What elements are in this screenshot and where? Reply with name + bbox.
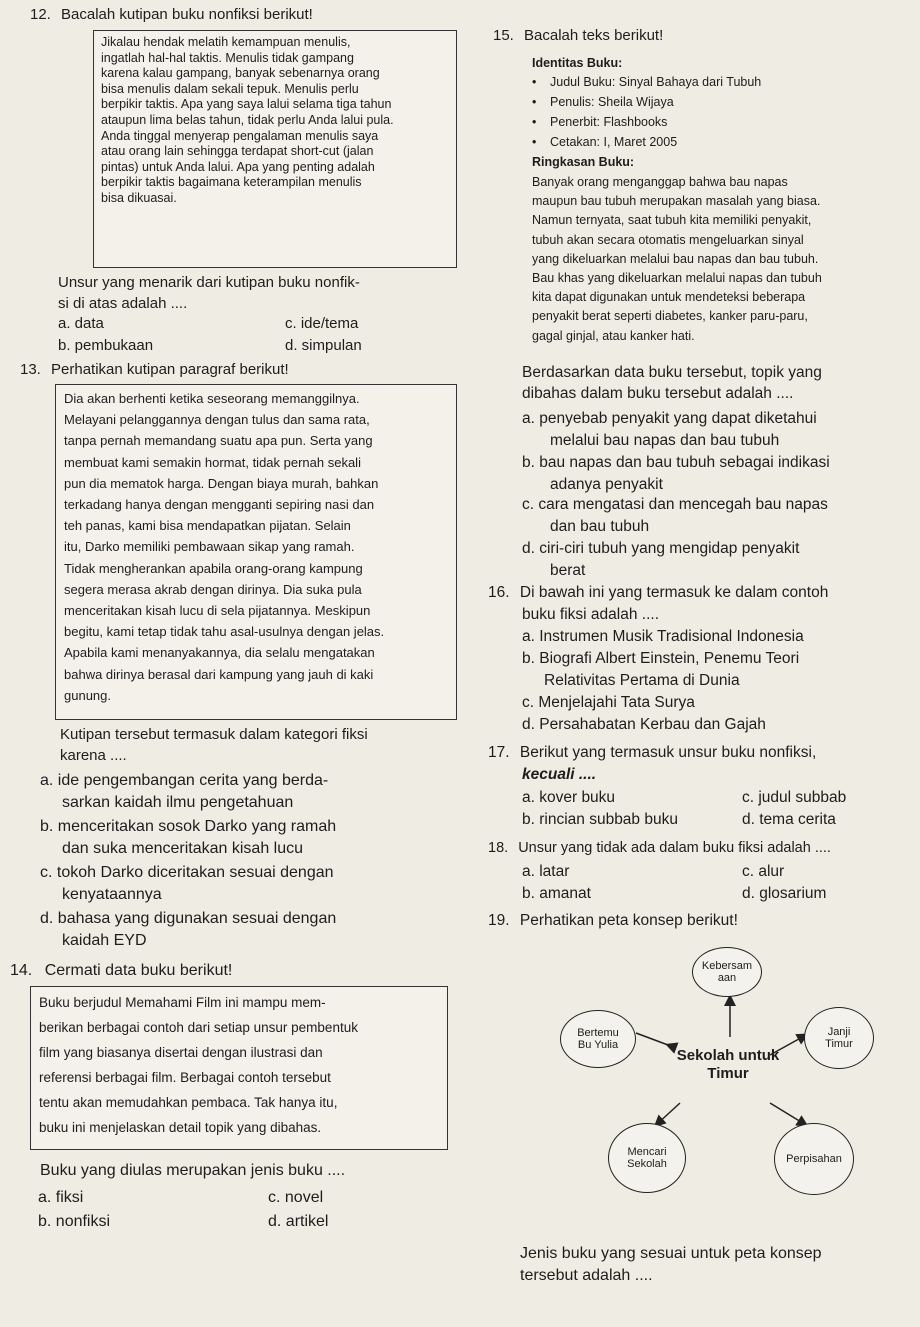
summary-line: Banyak orang menganggap bahwa bau napas bbox=[532, 175, 788, 189]
passage-line: itu, Darko memiliki pembawaan sikap yang ramah. bbox=[64, 539, 355, 555]
q13-heading bbox=[20, 361, 289, 379]
concept-node-mencari-sekolah bbox=[608, 1123, 686, 1193]
option-line: kaidah EYD bbox=[62, 932, 147, 949]
q15-identity-item: • Penerbit: Flashbooks bbox=[550, 113, 667, 131]
q17-option-a[interactable]: a. kover buku bbox=[522, 789, 616, 806]
summary-line: Namun ternyata, saat tubuh kita memiliki penyakit, bbox=[532, 213, 812, 228]
q15-question bbox=[522, 362, 822, 404]
q12-heading bbox=[30, 6, 313, 24]
passage-line: referensi berbagai film. Berbagai contoh tersebut bbox=[39, 1070, 331, 1085]
node-label: Mencari Sekolah bbox=[627, 1146, 667, 1170]
passage-line: begitu, kami tetap tidak tahu asal-usulnya dengan jelas. bbox=[64, 624, 385, 640]
option-line: a. ide pengembangan cerita yang berda- bbox=[40, 772, 329, 789]
passage-line: pun dia mematok harga. Dengan biaya murah, bahkan bbox=[64, 475, 379, 491]
q12-question bbox=[58, 272, 468, 314]
option-line: b. menceritakan sosok Darko yang ramah bbox=[40, 818, 337, 835]
passage-line: atau orang lain sehingga terdapat short-cut (jalan bbox=[101, 144, 374, 159]
option-line: berat bbox=[550, 562, 586, 579]
passage-line: karena kalau gampang, banyak sebenarnya orang bbox=[101, 66, 380, 81]
question-line: kecuali .... bbox=[522, 766, 597, 783]
q17-number: 17. bbox=[488, 744, 510, 761]
arrow-from-bertemu bbox=[636, 1033, 668, 1045]
option-line: c. cara mengatasi dan mencegah bau napas bbox=[522, 496, 828, 513]
option-line: adanya penyakit bbox=[550, 476, 663, 493]
q16-option-b[interactable] bbox=[522, 648, 799, 692]
passage-line: berikan berbagai contoh dari setiap unsur pembentuk bbox=[39, 1020, 358, 1035]
passage-line: film yang biasanya disertai dengan ilustrasi dan bbox=[39, 1045, 323, 1060]
q16-question bbox=[488, 582, 828, 626]
q12-option-d[interactable]: d. simpulan bbox=[285, 337, 362, 354]
option-line: c. Menjelajahi Tata Surya bbox=[522, 694, 695, 711]
question-line: dibahas dalam buku tersebut adalah .... bbox=[522, 385, 794, 402]
q16-option-c[interactable] bbox=[522, 692, 695, 714]
passage-line: Tidak mengherankan apabila orang-orang kampung bbox=[64, 560, 363, 576]
q18-number: 18. bbox=[488, 840, 509, 856]
q18-option-c[interactable]: c. alur bbox=[742, 863, 785, 880]
q13-passage-box bbox=[55, 384, 457, 720]
passage-line: berpikir taktis bagaimana keterampilan menulis bbox=[101, 175, 362, 190]
passage-line: buku ini menjelaskan detail topik yang dibahas. bbox=[39, 1120, 322, 1135]
question-line: karena .... bbox=[60, 747, 127, 764]
passage-line: bisa dikuasai. bbox=[101, 190, 177, 205]
option-line: dan suka menceritakan kisah lucu bbox=[62, 840, 304, 857]
concept-node-bertemu-bu-yulia bbox=[560, 1010, 636, 1068]
q17-option-b[interactable]: b. rincian subbab buku bbox=[522, 811, 678, 828]
q14-prompt: Cermati data buku berikut! bbox=[44, 962, 233, 979]
q14-number: 14. bbox=[10, 962, 33, 979]
q15-identity-item: • Cetakan: I, Maret 2005 bbox=[550, 133, 677, 151]
q18-question bbox=[488, 838, 831, 859]
q15-identity-item: • Judul Buku: Sinyal Bahaya dari Tubuh bbox=[550, 73, 761, 91]
summary-line: kita dapat digunakan untuk mendeteksi beberapa bbox=[532, 290, 806, 305]
option-line: c. tokoh Darko diceritakan sesuai dengan bbox=[40, 864, 334, 881]
passage-line: membuat kami semakin hormat, tidak pernah sekali bbox=[64, 454, 361, 470]
option-line: a. penyebab penyakit yang dapat diketahui bbox=[522, 410, 817, 427]
concept-node-janji-timur bbox=[804, 1007, 874, 1069]
summary-line: gagal ginjal, atau kanker hati. bbox=[532, 328, 695, 343]
passage-line: tanpa pernah memandang suatu apa pun. Serta yang bbox=[64, 433, 373, 449]
passage-line: terkadang hanya dengan mengganti sepiring nasi dan bbox=[64, 497, 375, 513]
q14-option-c[interactable]: c. novel bbox=[268, 1189, 324, 1206]
node-label: Bertemu Bu Yulia bbox=[577, 1027, 619, 1051]
question-line bbox=[488, 742, 816, 764]
q15-heading bbox=[493, 27, 663, 45]
arrow-to-perpisahan bbox=[770, 1103, 806, 1125]
q13-option-b[interactable] bbox=[40, 816, 336, 860]
q15-summary bbox=[532, 173, 917, 346]
option-line: b. bau napas dan bau tubuh sebagai indikasi bbox=[522, 454, 830, 471]
q15-identity-title: Identitas Buku: bbox=[532, 56, 623, 70]
q17-option-c[interactable]: c. judul subbab bbox=[742, 789, 847, 806]
option-line: Relativitas Pertama di Dunia bbox=[544, 672, 740, 689]
passage-line: gunung. bbox=[64, 687, 111, 703]
passage-line: Buku berjudul Memahami Film ini mampu mem- bbox=[39, 995, 326, 1010]
q19-question bbox=[520, 1243, 822, 1287]
option-line: sarkan kaidah ilmu pengetahuan bbox=[62, 794, 294, 811]
q15-number: 15. bbox=[493, 27, 514, 44]
passage-line: bahwa dirinya berasal dari kampung yang jauh di kaki bbox=[64, 666, 374, 682]
q13-prompt: Perhatikan kutipan paragraf berikut! bbox=[51, 361, 289, 378]
q15-option-c[interactable] bbox=[522, 494, 828, 538]
concept-node-perpisahan bbox=[774, 1123, 854, 1195]
q12-passage-box bbox=[93, 30, 457, 268]
passage-line: ataupun lima belas tahun, tidak perlu Anda lalui pula. bbox=[101, 112, 394, 127]
question-text: Di bawah ini yang termasuk ke dalam contoh bbox=[519, 584, 829, 601]
concept-map-center: Sekolah untuk Timur bbox=[676, 1047, 780, 1082]
passage-line: bisa menulis dalam sekali tepuk. Menulis perlu bbox=[101, 81, 359, 96]
question-line: tersebut adalah .... bbox=[520, 1267, 653, 1284]
option-line: kenyataannya bbox=[62, 886, 162, 903]
option-line: d. bahasa yang digunakan sesuai dengan bbox=[40, 910, 337, 927]
question-text: Berikut yang termasuk unsur buku nonfiksi, bbox=[519, 744, 817, 761]
node-label: Kebersamaan bbox=[701, 960, 753, 984]
passage-line: menceritakan kisah lucu di sela pijatannya. Meskipun bbox=[64, 603, 371, 619]
q13-option-a[interactable] bbox=[40, 770, 328, 814]
option-line: a. Instrumen Musik Tradisional Indonesia bbox=[522, 628, 804, 645]
question-line bbox=[488, 582, 828, 604]
question-line: Berdasarkan data buku tersebut, topik yang bbox=[522, 364, 822, 381]
concept-map bbox=[558, 945, 908, 1225]
q19-prompt: Perhatikan peta konsep berikut! bbox=[519, 912, 738, 929]
q15-prompt: Bacalah teks berikut! bbox=[524, 27, 664, 44]
q18-option-a[interactable]: a. latar bbox=[522, 863, 570, 880]
q12-prompt: Bacalah kutipan buku nonfiksi berikut! bbox=[61, 6, 313, 23]
q12-option-c[interactable]: c. ide/tema bbox=[285, 315, 359, 332]
option-line: d. ciri-ciri tubuh yang mengidap penyakit bbox=[522, 540, 800, 557]
q13-question bbox=[60, 724, 465, 766]
option-line: dan bau tubuh bbox=[550, 518, 650, 535]
q15-option-d[interactable] bbox=[522, 538, 799, 582]
passage-line: Apabila kami menanyakannya, dia selalu mengatakan bbox=[64, 645, 375, 661]
q14-heading bbox=[10, 962, 232, 980]
passage-line: teh panas, kami bisa mendapatkan pijatan. Selain bbox=[64, 518, 351, 534]
q15-option-a[interactable] bbox=[522, 408, 817, 452]
passage-line: Jikalau hendak melatih kemampuan menulis, bbox=[101, 35, 351, 49]
q12-option-b[interactable]: b. pembukaan bbox=[58, 337, 154, 354]
summary-line: maupun bau tubuh merupakan masalah yang biasa. bbox=[532, 194, 821, 209]
q19-number: 19. bbox=[488, 912, 510, 929]
q14-passage-box bbox=[30, 986, 448, 1150]
q16-number: 16. bbox=[488, 584, 510, 601]
summary-line: Bau khas yang dikeluarkan melalui napas dan tubuh bbox=[532, 271, 822, 286]
q14-option-b[interactable]: b. nonfiksi bbox=[38, 1213, 111, 1230]
passage-line: Dia akan berhenti ketika seseorang memanggilnya. bbox=[64, 391, 360, 406]
option-line: b. Biografi Albert Einstein, Penemu Teori bbox=[522, 650, 800, 667]
passage-line: Anda tinggal menyerap pengalaman menulis saya bbox=[101, 128, 379, 143]
q14-question: Buku yang diulas merupakan jenis buku .... bbox=[40, 1162, 346, 1179]
question-line: Jenis buku yang sesuai untuk peta konsep bbox=[520, 1245, 822, 1262]
question-text: Unsur yang tidak ada dalam buku fiksi adalah .... bbox=[518, 840, 831, 856]
q15-identity-item: • Penulis: Sheila Wijaya bbox=[550, 93, 674, 111]
q15-option-b[interactable] bbox=[522, 452, 830, 496]
question-line: Kutipan tersebut termasuk dalam kategori fiksi bbox=[60, 726, 368, 743]
summary-line: tubuh akan secara otomatis mengeluarkan sinyal bbox=[532, 232, 804, 247]
passage-line: segera merasa akrab dengan dirinya. Dia suka pula bbox=[64, 581, 362, 597]
q12-number: 12. bbox=[30, 6, 51, 23]
q14-option-d[interactable]: d. artikel bbox=[268, 1213, 329, 1230]
passage-line: ingatlah hal-hal taktis. Menulis tidak gampang bbox=[101, 50, 354, 65]
q19-heading bbox=[488, 912, 738, 930]
q12-option-a[interactable]: a. data bbox=[58, 315, 104, 332]
summary-line: penyakit berat seperti diabetes, kanker paru-paru, bbox=[532, 309, 808, 324]
concept-node-kebersamaan bbox=[692, 947, 762, 997]
q17-question bbox=[488, 742, 816, 786]
summary-line: yang dikeluarkan melalui bau napas dan bau tubuh. bbox=[532, 251, 819, 266]
arrow-to-mencari bbox=[656, 1103, 680, 1125]
question-line: Unsur yang menarik dari kutipan buku nonfik- bbox=[58, 274, 360, 291]
node-label: Janji Timur bbox=[825, 1026, 853, 1050]
option-line: d. Persahabatan Kerbau dan Gajah bbox=[522, 716, 766, 733]
q16-option-a[interactable] bbox=[522, 626, 804, 648]
passage-line: berpikir taktis. Apa yang saya lalui selama tiga tahun bbox=[101, 97, 392, 112]
q17-option-d[interactable]: d. tema cerita bbox=[742, 811, 836, 828]
option-line: melalui bau napas dan bau tubuh bbox=[550, 432, 780, 449]
passage-line: pintas) untuk Anda lalui. Apa yang penting adalah bbox=[101, 159, 375, 174]
q15-summary-title: Ringkasan Buku: bbox=[532, 155, 635, 169]
question-line: si di atas adalah .... bbox=[58, 295, 188, 312]
q13-option-d[interactable] bbox=[40, 908, 336, 952]
q16-option-d[interactable] bbox=[522, 714, 766, 736]
passage-line: Melayani pelanggannya dengan tulus dan sama rata, bbox=[64, 412, 370, 428]
q18-option-d[interactable]: d. glosarium bbox=[742, 885, 827, 902]
node-label: Perpisahan bbox=[786, 1153, 842, 1165]
q13-option-c[interactable] bbox=[40, 862, 334, 906]
q18-option-b[interactable]: b. amanat bbox=[522, 885, 591, 902]
q13-number: 13. bbox=[20, 361, 41, 378]
question-line: buku fiksi adalah .... bbox=[522, 606, 659, 623]
q14-option-a[interactable]: a. fiksi bbox=[38, 1189, 84, 1206]
passage-line: tentu akan memudahkan pembaca. Tak hanya itu, bbox=[39, 1095, 338, 1110]
